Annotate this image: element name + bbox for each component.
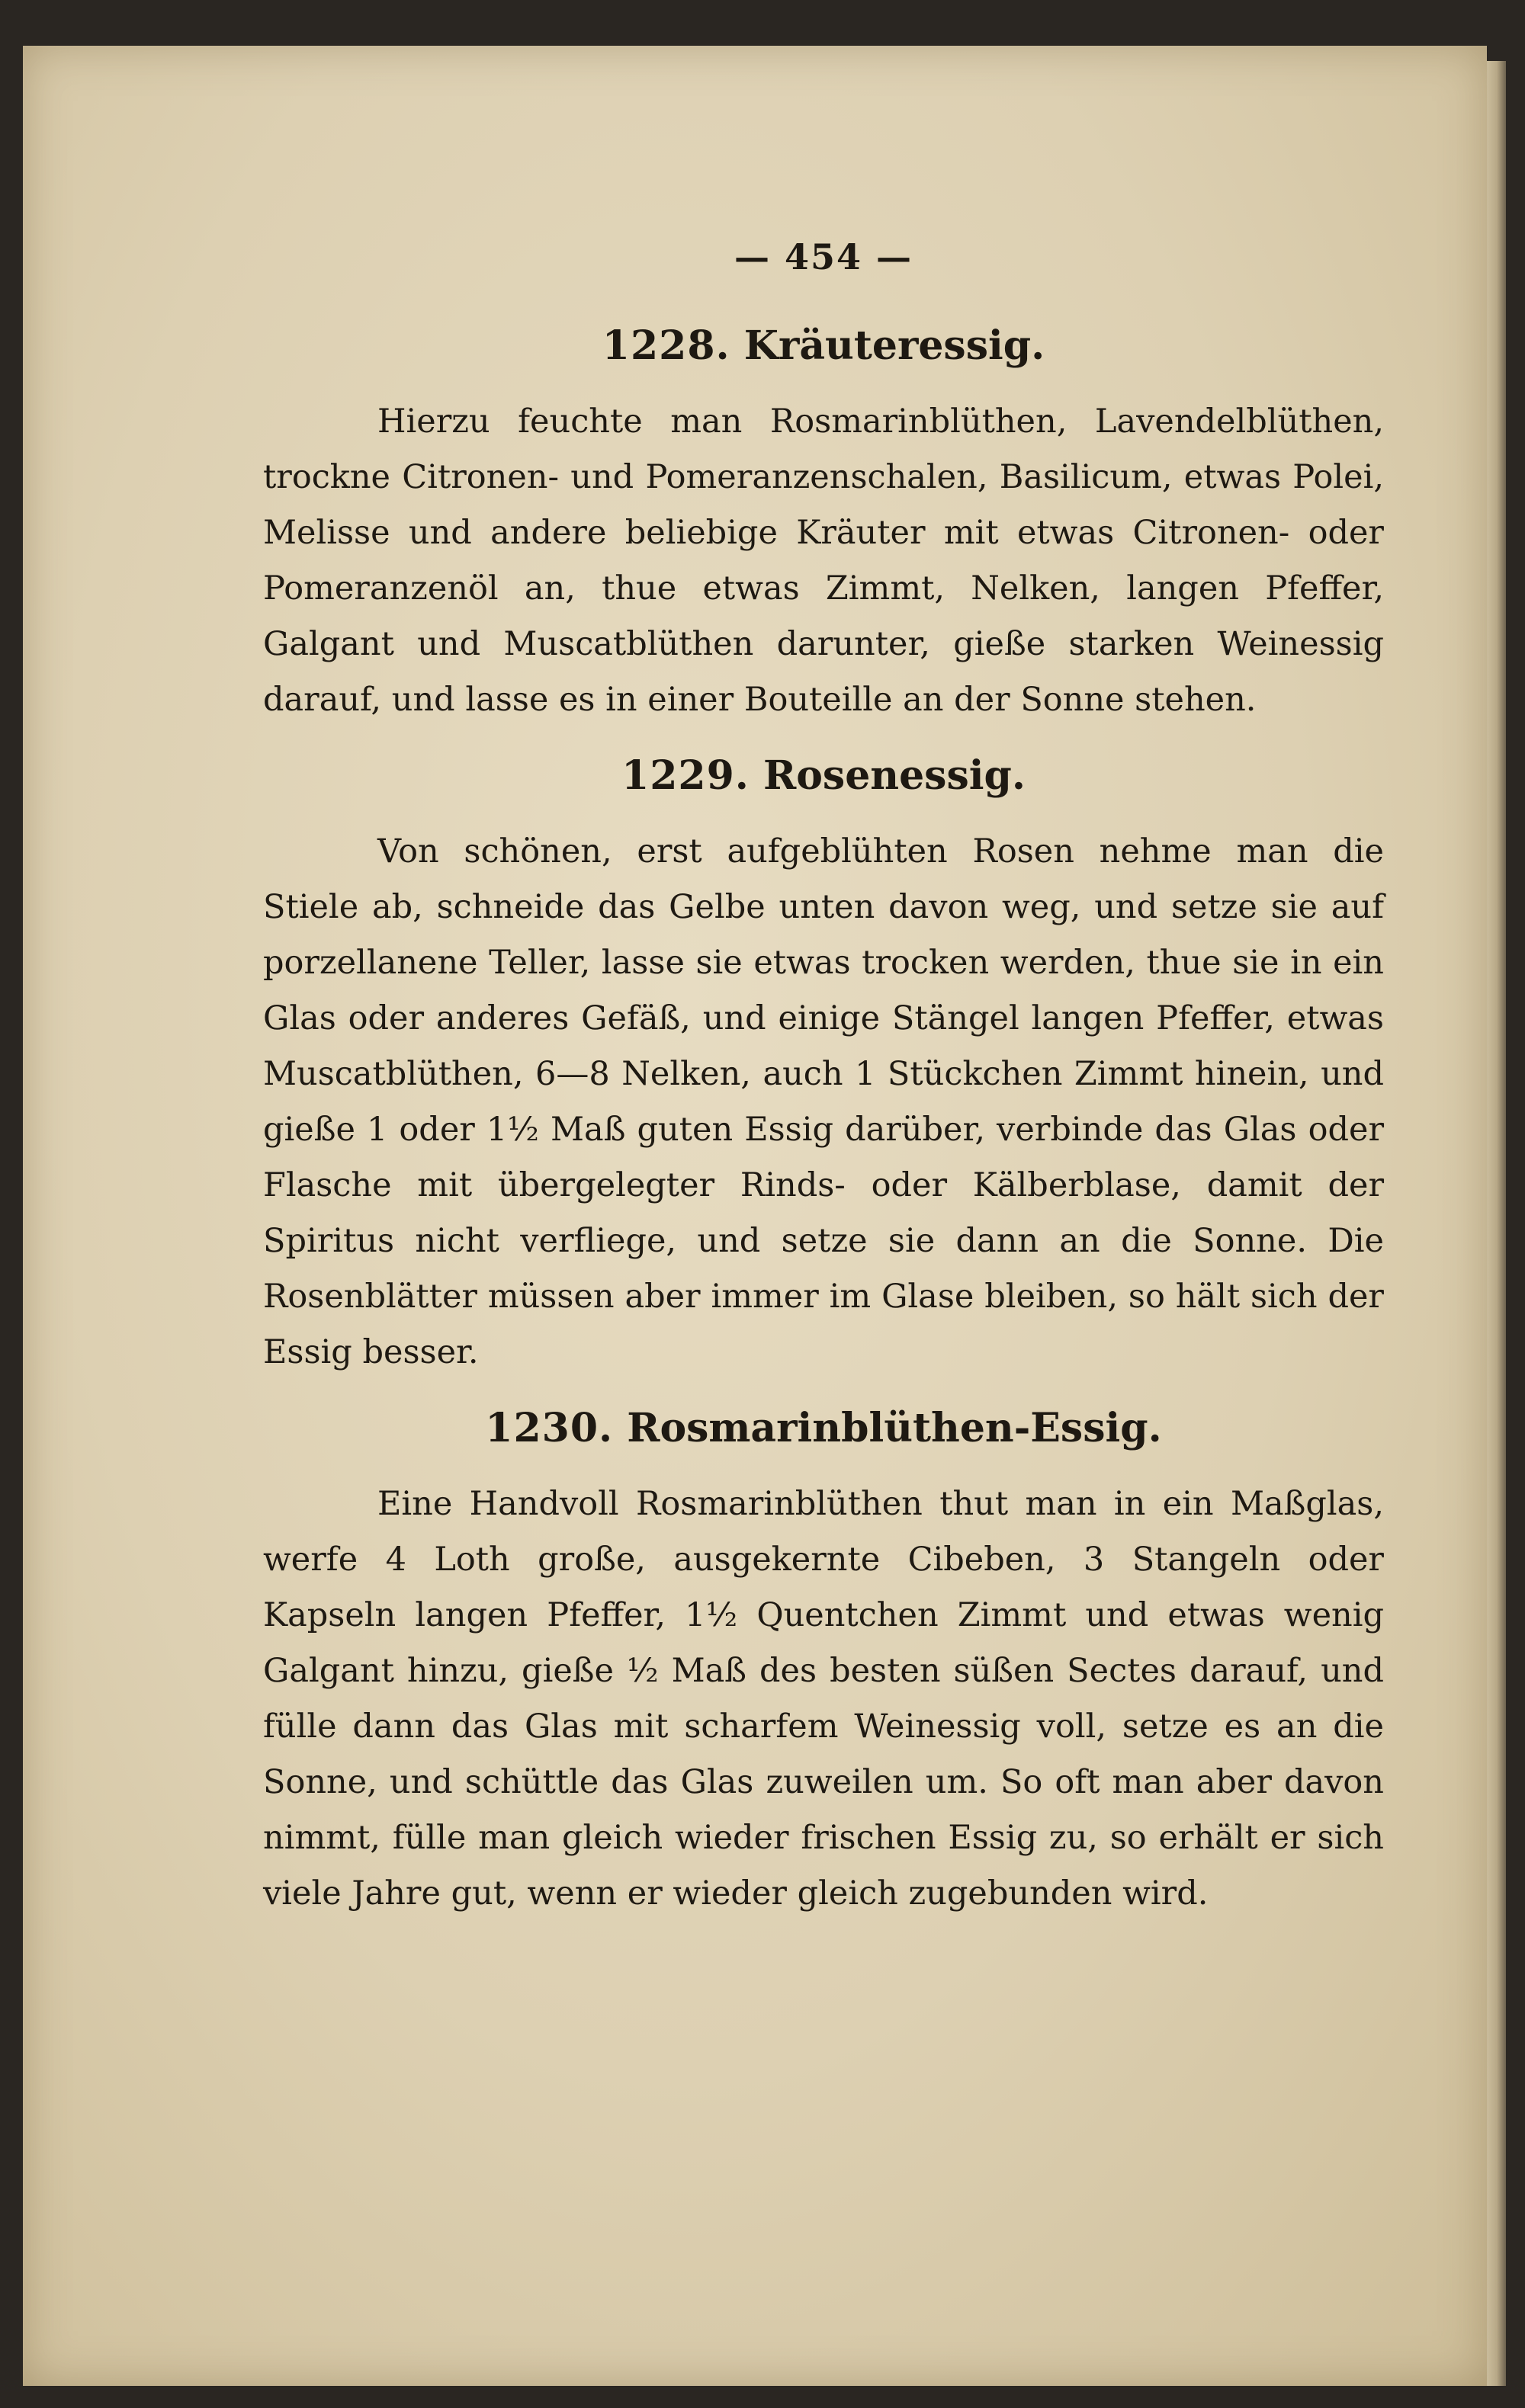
recipe-heading [263,749,1384,803]
recipe-1229 [263,749,1384,1380]
recipe-number: 1228. [602,322,730,369]
recipe-body: Eine Handvoll Rosmarinblüthen thut man in ein Maßglas, werfe 4 Loth große, ausgekernte Cibeben, 3 Stangeln oder Kapseln langen Pfeffer, 1½ Quentchen Zimmt und etwas wenig Galgant hinzu, gieße ½ Maß des besten süßen Sectes darauf, und fülle dann das Glas mit scharfem Weinessig voll, setze es an die Sonne, und schüttle das Glas zuweilen um. So oft man aber davon nimmt, fülle man gleich wieder frischen Essig zu, so erhält er sich viele Jahre gut, wenn er wieder gleich zugebunden wird. [263,1485,1384,1913]
recipe-heading [263,1402,1384,1455]
recipe-title: Kräuteressig. [743,322,1045,369]
page-number: — 454 — [734,236,913,277]
page-text [263,236,1384,1943]
recipe-body: Von schönen, erst aufgeblühten Rosen nehme man die Stiele ab, schneide das Gelbe unten davon weg, und setze sie auf porzellanene Teller, lasse sie etwas trocken werden, thue sie in ein Glas oder anderes Gefäß, und einige Stängel langen Pfeffer, etwas Muscatblüthen, 6—8 Nelken, auch 1 Stückchen Zimmt hinein, und gieße 1 oder 1½ Maß guten Essig darüber, verbinde das Glas oder Flasche mit übergelegter Rinds- oder Kälberblase, damit der Spiritus nicht verfliege, und setze sie dann an die Sonne. Die Rosenblätter müssen aber immer im Glase bleiben, so hält sich der Essig besser. [263,832,1384,1371]
recipe-title: Rosenessig. [763,752,1026,799]
recipe-number: 1230. [485,1405,614,1451]
recipe-number: 1229. [621,752,750,799]
recipe-body: Hierzu feuchte man Rosmarinblüthen, Lavendelblüthen, trockne Citronen- und Pomeranzenschalen, Basilicum, etwas Polei, Melisse und andere beliebige Kräuter mit etwas Citronen- oder Pomeranzenöl an, thue etwas Zimmt, Nelken, langen Pfeffer, Galgant und Muscatblüthen darunter, gieße starken Weinessig darauf, und lasse es in einer Bouteille an der Sonne stehen. [263,402,1384,719]
recipe-title: Rosmarinblüthen-Essig. [627,1405,1162,1451]
recipe-1230 [263,1402,1384,1922]
recipe-heading [263,319,1384,373]
recipe-1228 [263,319,1384,728]
